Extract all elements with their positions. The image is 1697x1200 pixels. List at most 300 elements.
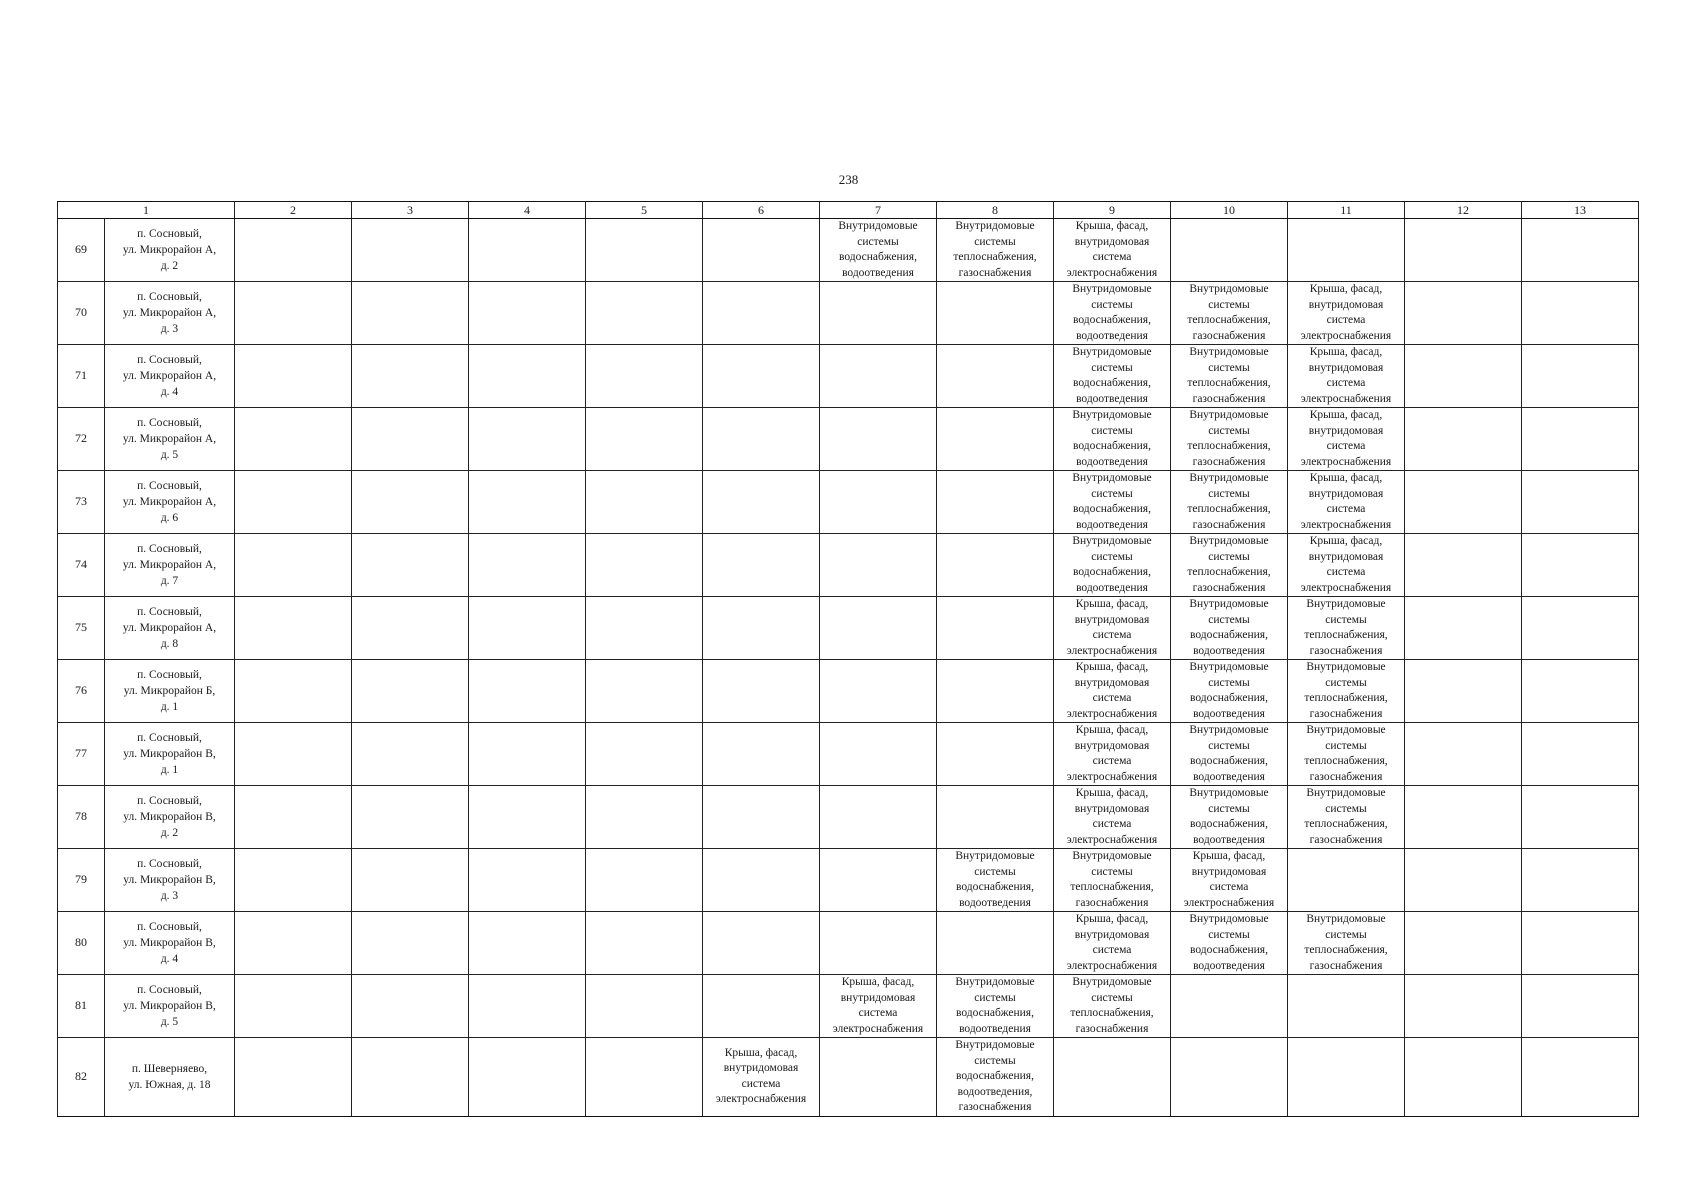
work-cell-col-11 bbox=[1288, 1038, 1405, 1117]
work-text-line: Крыша, фасад, bbox=[841, 976, 915, 988]
work-text-line: электроснабжения bbox=[1300, 329, 1392, 342]
work-text-line: внутридомовая bbox=[723, 1062, 799, 1075]
address-cell bbox=[105, 723, 235, 786]
work-cell-col-6 bbox=[703, 219, 820, 282]
work-cell-col-4 bbox=[469, 786, 586, 849]
work-text-line: системы bbox=[857, 235, 899, 248]
address-line: д. 4 bbox=[160, 953, 179, 965]
work-text-line: теплоснабжения, bbox=[1070, 881, 1154, 893]
address-line: д. 2 bbox=[160, 260, 179, 272]
work-cell-col-8 bbox=[937, 408, 1054, 471]
row-number: 75 bbox=[58, 597, 105, 660]
work-text-line: газоснабжения bbox=[958, 266, 1032, 279]
work-cell-col-10 bbox=[1171, 723, 1288, 786]
address-line: д. 6 bbox=[160, 512, 179, 524]
table-body bbox=[58, 219, 1639, 1117]
work-cell-col-7 bbox=[820, 471, 937, 534]
work-text-line: газоснабжения bbox=[1192, 392, 1266, 405]
work-cell-col-2 bbox=[235, 597, 352, 660]
table-row bbox=[58, 408, 1639, 471]
work-cell-col-13 bbox=[1522, 786, 1639, 849]
column-header: 7 bbox=[820, 202, 937, 219]
work-text-line: Внутридомовые bbox=[1306, 724, 1386, 736]
work-text-line: водоснабжения, bbox=[1190, 944, 1268, 956]
work-cell-col-12 bbox=[1405, 471, 1522, 534]
work-cell-col-6 bbox=[703, 786, 820, 849]
work-cell-col-12 bbox=[1405, 975, 1522, 1038]
work-text-line: теплоснабжения, bbox=[1070, 1007, 1154, 1019]
work-cell-col-8 bbox=[937, 471, 1054, 534]
work-text-line: водоотведения bbox=[1193, 707, 1265, 720]
work-text-line: системы bbox=[1325, 739, 1367, 752]
work-text-line: водоснабжения, bbox=[1190, 755, 1268, 767]
address-line: д. 5 bbox=[160, 449, 179, 461]
work-text-line: теплоснабжения, bbox=[1304, 755, 1388, 767]
work-cell-col-3 bbox=[352, 597, 469, 660]
work-cell-col-6 bbox=[703, 597, 820, 660]
address-cell bbox=[105, 282, 235, 345]
work-text-line: водоотведения bbox=[1193, 644, 1265, 657]
work-text-line: газоснабжения bbox=[1192, 455, 1266, 468]
work-text-line: Внутридомовые bbox=[1189, 283, 1269, 295]
work-text-line: внутридомовая bbox=[1074, 928, 1150, 941]
work-cell-col-13 bbox=[1522, 912, 1639, 975]
work-text-line: водоотведения bbox=[959, 896, 1031, 909]
work-cell-col-2 bbox=[235, 660, 352, 723]
work-text-line: системы bbox=[1208, 487, 1250, 500]
work-cell-col-4 bbox=[469, 219, 586, 282]
work-text-line: системы bbox=[1091, 550, 1133, 563]
column-header: 1 bbox=[58, 202, 235, 219]
work-cell-col-11 bbox=[1288, 786, 1405, 849]
work-cell-col-3 bbox=[352, 282, 469, 345]
address-line: д. 3 bbox=[160, 323, 179, 335]
work-text-line: внутридомовая bbox=[1308, 487, 1384, 500]
address-line: д. 4 bbox=[160, 386, 179, 398]
work-text-line: водоснабжения, bbox=[1073, 377, 1151, 389]
address-line: ул. Микрорайон В, bbox=[123, 748, 216, 760]
work-cell-col-8 bbox=[937, 282, 1054, 345]
work-text-line: водоотведения bbox=[1076, 392, 1148, 405]
work-cell-col-13 bbox=[1522, 723, 1639, 786]
work-text-line: системы bbox=[1208, 550, 1250, 563]
work-text-line: системы bbox=[1091, 991, 1133, 1004]
work-text-line: водоотведения bbox=[1076, 518, 1148, 531]
address-line: п. Сосновый, bbox=[137, 480, 202, 492]
work-text-line: Внутридомовые bbox=[1072, 850, 1152, 862]
work-cell-col-2 bbox=[235, 849, 352, 912]
work-text-line: теплоснабжения, bbox=[1187, 314, 1271, 326]
work-cell-col-12 bbox=[1405, 786, 1522, 849]
table-row bbox=[58, 471, 1639, 534]
work-cell-col-5 bbox=[586, 786, 703, 849]
row-number: 72 bbox=[58, 408, 105, 471]
work-cell-col-13 bbox=[1522, 408, 1639, 471]
work-cell-col-11 bbox=[1288, 597, 1405, 660]
work-text-line: водоснабжения, bbox=[1190, 818, 1268, 830]
row-number: 77 bbox=[58, 723, 105, 786]
work-text-line: теплоснабжения, bbox=[1187, 566, 1271, 578]
work-text-line: водоснабжения, bbox=[1073, 440, 1151, 452]
work-text-line: внутридомовая bbox=[1074, 235, 1150, 248]
work-cell-col-7 bbox=[820, 282, 937, 345]
work-text-line: Внутридомовые bbox=[1189, 913, 1269, 925]
work-text-line: системы bbox=[974, 865, 1016, 878]
address-line: п. Сосновый, bbox=[137, 984, 202, 996]
work-cell-col-9 bbox=[1054, 597, 1171, 660]
work-text-line: электроснабжения bbox=[1066, 770, 1158, 783]
table-row bbox=[58, 282, 1639, 345]
work-cell-col-3 bbox=[352, 219, 469, 282]
work-cell-col-10 bbox=[1171, 975, 1288, 1038]
work-text-line: теплоснабжения, bbox=[1304, 818, 1388, 830]
address-line: п. Сосновый, bbox=[137, 417, 202, 429]
work-cell-col-6 bbox=[703, 660, 820, 723]
row-number: 70 bbox=[58, 282, 105, 345]
work-cell-col-6 bbox=[703, 345, 820, 408]
address-cell bbox=[105, 345, 235, 408]
work-cell-col-5 bbox=[586, 408, 703, 471]
work-cell-col-10 bbox=[1171, 1038, 1288, 1117]
address-line: ул. Микрорайон А, bbox=[122, 244, 217, 256]
work-text-line: водоснабжения, bbox=[1073, 314, 1151, 326]
work-cell-col-6 bbox=[703, 1038, 820, 1117]
work-text-line: водоотведения bbox=[1193, 833, 1265, 846]
table-row bbox=[58, 912, 1639, 975]
work-cell-col-7 bbox=[820, 219, 937, 282]
row-number: 78 bbox=[58, 786, 105, 849]
address-line: п. Сосновый, bbox=[137, 291, 202, 303]
column-header: 10 bbox=[1171, 202, 1288, 219]
row-number: 69 bbox=[58, 219, 105, 282]
table-row bbox=[58, 597, 1639, 660]
work-cell-col-7 bbox=[820, 723, 937, 786]
address-cell bbox=[105, 471, 235, 534]
work-cell-col-10 bbox=[1171, 912, 1288, 975]
work-text-line: внутридомовая bbox=[1308, 550, 1384, 563]
work-cell-col-5 bbox=[586, 345, 703, 408]
row-number: 76 bbox=[58, 660, 105, 723]
work-text-line: газоснабжения bbox=[1192, 329, 1266, 342]
work-text-line: Внутридомовые bbox=[1189, 535, 1269, 547]
row-number: 74 bbox=[58, 534, 105, 597]
work-cell-col-6 bbox=[703, 408, 820, 471]
work-text-line: Внутридомовые bbox=[1306, 661, 1386, 673]
address-line: ул. Микрорайон А, bbox=[122, 370, 217, 382]
work-cell-col-12 bbox=[1405, 849, 1522, 912]
column-header: 4 bbox=[469, 202, 586, 219]
work-cell-col-4 bbox=[469, 534, 586, 597]
work-cell-col-3 bbox=[352, 660, 469, 723]
work-cell-col-8 bbox=[937, 219, 1054, 282]
work-text-line: Внутридомовые bbox=[1306, 598, 1386, 610]
work-text-line: Внутридомовые bbox=[955, 220, 1035, 232]
column-header: 13 bbox=[1522, 202, 1639, 219]
work-cell-col-4 bbox=[469, 723, 586, 786]
work-text-line: электроснабжения bbox=[715, 1093, 807, 1106]
work-cell-col-12 bbox=[1405, 282, 1522, 345]
work-cell-col-5 bbox=[586, 1038, 703, 1117]
work-cell-col-6 bbox=[703, 282, 820, 345]
work-cell-col-9 bbox=[1054, 1038, 1171, 1117]
work-cell-col-9 bbox=[1054, 282, 1171, 345]
work-cell-col-8 bbox=[937, 912, 1054, 975]
work-text-line: теплоснабжения, bbox=[1187, 377, 1271, 389]
work-text-line: внутридомовая bbox=[1308, 361, 1384, 374]
work-cell-col-3 bbox=[352, 975, 469, 1038]
work-cell-col-12 bbox=[1405, 534, 1522, 597]
table-row bbox=[58, 219, 1639, 282]
work-text-line: системы bbox=[1091, 424, 1133, 437]
work-cell-col-2 bbox=[235, 471, 352, 534]
work-text-line: теплоснабжения, bbox=[953, 251, 1037, 263]
work-text-line: газоснабжения bbox=[1309, 707, 1383, 720]
row-number: 80 bbox=[58, 912, 105, 975]
work-cell-col-13 bbox=[1522, 975, 1639, 1038]
work-cell-col-7 bbox=[820, 1038, 937, 1117]
work-cell-col-10 bbox=[1171, 471, 1288, 534]
work-cell-col-2 bbox=[235, 219, 352, 282]
work-text-line: водоотведения bbox=[959, 1022, 1031, 1035]
address-line: д. 7 bbox=[160, 575, 179, 587]
work-cell-col-8 bbox=[937, 597, 1054, 660]
work-text-line: Крыша, фасад, bbox=[1075, 724, 1149, 736]
address-line: ул. Южная, д. 18 bbox=[128, 1078, 211, 1091]
work-text-line: системы bbox=[1208, 739, 1250, 752]
work-cell-col-11 bbox=[1288, 345, 1405, 408]
work-cell-col-8 bbox=[937, 534, 1054, 597]
work-cell-col-11 bbox=[1288, 408, 1405, 471]
row-number: 79 bbox=[58, 849, 105, 912]
work-cell-col-9 bbox=[1054, 408, 1171, 471]
address-line: ул. Микрорайон А, bbox=[122, 433, 217, 445]
column-number-row bbox=[58, 202, 1639, 219]
work-cell-col-2 bbox=[235, 786, 352, 849]
work-cell-col-12 bbox=[1405, 723, 1522, 786]
work-text-line: Крыша, фасад, bbox=[1075, 661, 1149, 673]
work-cell-col-5 bbox=[586, 660, 703, 723]
work-cell-col-2 bbox=[235, 534, 352, 597]
work-text-line: системы bbox=[1325, 928, 1367, 941]
work-text-line: газоснабжения bbox=[958, 1101, 1032, 1113]
address-line: д. 5 bbox=[160, 1016, 179, 1028]
column-header: 3 bbox=[352, 202, 469, 219]
work-cell-col-3 bbox=[352, 849, 469, 912]
table-row bbox=[58, 660, 1639, 723]
work-text-line: системы bbox=[974, 235, 1016, 248]
work-text-line: система bbox=[1092, 818, 1132, 830]
address-line: д. 8 bbox=[160, 638, 179, 650]
work-text-line: теплоснабжения, bbox=[1187, 440, 1271, 452]
work-text-line: система bbox=[1326, 503, 1366, 515]
work-text-line: система bbox=[1092, 944, 1132, 956]
work-cell-col-10 bbox=[1171, 660, 1288, 723]
work-cell-col-4 bbox=[469, 408, 586, 471]
work-cell-col-7 bbox=[820, 849, 937, 912]
work-text-line: водоотведения bbox=[1076, 581, 1148, 594]
work-text-line: системы bbox=[974, 991, 1016, 1004]
work-text-line: система bbox=[1209, 881, 1249, 893]
table-row bbox=[58, 723, 1639, 786]
work-text-line: газоснабжения bbox=[1309, 959, 1383, 972]
work-text-line: системы bbox=[1208, 802, 1250, 815]
work-cell-col-5 bbox=[586, 282, 703, 345]
work-cell-col-7 bbox=[820, 975, 937, 1038]
table-row bbox=[58, 534, 1639, 597]
work-cell-col-10 bbox=[1171, 408, 1288, 471]
work-cell-col-4 bbox=[469, 1038, 586, 1117]
work-text-line: системы bbox=[1091, 361, 1133, 374]
work-cell-col-5 bbox=[586, 219, 703, 282]
work-cell-col-3 bbox=[352, 723, 469, 786]
address-line: ул. Микрорайон А, bbox=[122, 622, 217, 634]
work-cell-col-10 bbox=[1171, 597, 1288, 660]
address-cell bbox=[105, 660, 235, 723]
work-cell-col-13 bbox=[1522, 660, 1639, 723]
work-cell-col-5 bbox=[586, 723, 703, 786]
work-text-line: Крыша, фасад, bbox=[1309, 283, 1383, 295]
work-text-line: водоотведения bbox=[842, 266, 914, 279]
work-cell-col-4 bbox=[469, 282, 586, 345]
work-text-line: системы bbox=[1208, 424, 1250, 437]
work-text-line: водоснабжения, bbox=[839, 251, 917, 263]
table-row bbox=[58, 345, 1639, 408]
work-text-line: Внутридомовые bbox=[1072, 535, 1152, 547]
work-text-line: Внутридомовые bbox=[1306, 787, 1386, 799]
work-text-line: теплоснабжения, bbox=[1304, 944, 1388, 956]
work-text-line: Внутридомовые bbox=[1306, 913, 1386, 925]
column-header: 6 bbox=[703, 202, 820, 219]
work-cell-col-2 bbox=[235, 345, 352, 408]
column-header: 5 bbox=[586, 202, 703, 219]
work-text-line: Внутридомовые bbox=[1189, 346, 1269, 358]
address-cell bbox=[105, 219, 235, 282]
work-text-line: водоотведения, bbox=[957, 1085, 1033, 1098]
work-text-line: Крыша, фасад, bbox=[1309, 346, 1383, 358]
table-row bbox=[58, 849, 1639, 912]
address-line: п. Сосновый, bbox=[137, 354, 202, 366]
work-text-line: Крыша, фасад, bbox=[1309, 472, 1383, 484]
work-cell-col-10 bbox=[1171, 534, 1288, 597]
work-text-line: электроснабжения bbox=[1300, 518, 1392, 531]
work-text-line: электроснабжения bbox=[1066, 266, 1158, 279]
work-cell-col-7 bbox=[820, 408, 937, 471]
column-header: 2 bbox=[235, 202, 352, 219]
row-number: 81 bbox=[58, 975, 105, 1038]
column-header: 11 bbox=[1288, 202, 1405, 219]
work-cell-col-2 bbox=[235, 912, 352, 975]
repair-schedule-table bbox=[57, 201, 1639, 1117]
work-text-line: электроснабжения bbox=[1066, 833, 1158, 846]
work-text-line: водоснабжения, bbox=[956, 881, 1034, 893]
address-line: д. 3 bbox=[160, 890, 179, 902]
work-cell-col-13 bbox=[1522, 597, 1639, 660]
work-text-line: внутридомовая bbox=[840, 991, 916, 1004]
work-text-line: Внутридомовые bbox=[1189, 472, 1269, 484]
table-row bbox=[58, 975, 1639, 1038]
work-cell-col-8 bbox=[937, 723, 1054, 786]
work-text-line: водоснабжения, bbox=[1190, 692, 1268, 704]
work-text-line: Внутридомовые bbox=[955, 976, 1035, 988]
work-cell-col-10 bbox=[1171, 219, 1288, 282]
address-line: п. Сосновый, bbox=[137, 921, 202, 933]
work-text-line: водоснабжения, bbox=[1073, 503, 1151, 515]
work-cell-col-6 bbox=[703, 912, 820, 975]
work-text-line: системы bbox=[1091, 298, 1133, 311]
work-text-line: внутридомовая bbox=[1074, 676, 1150, 689]
work-cell-col-12 bbox=[1405, 1038, 1522, 1117]
work-cell-col-5 bbox=[586, 534, 703, 597]
address-cell bbox=[105, 912, 235, 975]
work-text-line: водоотведения bbox=[1193, 770, 1265, 783]
address-line: ул. Микрорайон А, bbox=[122, 496, 217, 508]
work-text-line: электроснабжения bbox=[1066, 707, 1158, 720]
work-text-line: система bbox=[1092, 629, 1132, 641]
work-text-line: внутридомовая bbox=[1074, 802, 1150, 815]
work-text-line: системы bbox=[1325, 802, 1367, 815]
work-text-line: Внутридомовые bbox=[1072, 472, 1152, 484]
work-cell-col-9 bbox=[1054, 345, 1171, 408]
work-text-line: газоснабжения bbox=[1309, 644, 1383, 657]
work-cell-col-10 bbox=[1171, 282, 1288, 345]
work-text-line: Крыша, фасад, bbox=[724, 1046, 798, 1059]
work-cell-col-9 bbox=[1054, 660, 1171, 723]
address-line: ул. Микрорайон А, bbox=[122, 307, 217, 319]
work-cell-col-3 bbox=[352, 345, 469, 408]
row-number: 82 bbox=[58, 1038, 105, 1117]
address-cell bbox=[105, 1038, 235, 1117]
work-cell-col-7 bbox=[820, 786, 937, 849]
work-cell-col-2 bbox=[235, 723, 352, 786]
work-text-line: газоснабжения bbox=[1309, 833, 1383, 846]
work-text-line: системы bbox=[1208, 361, 1250, 374]
work-cell-col-10 bbox=[1171, 786, 1288, 849]
work-text-line: водоснабжения, bbox=[1073, 566, 1151, 578]
work-cell-col-13 bbox=[1522, 282, 1639, 345]
work-text-line: газоснабжения bbox=[1192, 518, 1266, 531]
work-cell-col-2 bbox=[235, 282, 352, 345]
address-line: д. 1 bbox=[160, 764, 179, 776]
work-cell-col-7 bbox=[820, 597, 937, 660]
address-cell bbox=[105, 849, 235, 912]
work-text-line: внутридомовая bbox=[1074, 739, 1150, 752]
work-cell-col-12 bbox=[1405, 660, 1522, 723]
address-line: ул. Микрорайон В, bbox=[123, 1000, 216, 1012]
work-text-line: газоснабжения bbox=[1075, 1022, 1149, 1035]
work-cell-col-8 bbox=[937, 849, 1054, 912]
work-text-line: система bbox=[1326, 377, 1366, 389]
work-text-line: Крыша, фасад, bbox=[1075, 913, 1149, 925]
work-text-line: электроснабжения bbox=[832, 1022, 924, 1035]
work-cell-col-2 bbox=[235, 408, 352, 471]
work-text-line: водоснабжения, bbox=[956, 1007, 1034, 1019]
work-text-line: газоснабжения bbox=[1309, 770, 1383, 783]
work-cell-col-9 bbox=[1054, 849, 1171, 912]
row-number: 73 bbox=[58, 471, 105, 534]
address-line: п. Сосновый, bbox=[137, 795, 202, 807]
work-cell-col-4 bbox=[469, 912, 586, 975]
column-header: 8 bbox=[937, 202, 1054, 219]
work-cell-col-11 bbox=[1288, 219, 1405, 282]
work-text-line: внутридомовая bbox=[1308, 424, 1384, 437]
work-cell-col-8 bbox=[937, 786, 1054, 849]
work-text-line: система bbox=[858, 1007, 898, 1019]
work-cell-col-9 bbox=[1054, 471, 1171, 534]
address-line: д. 2 bbox=[160, 827, 179, 839]
work-text-line: системы bbox=[1208, 298, 1250, 311]
work-text-line: электроснабжения bbox=[1300, 455, 1392, 468]
work-cell-col-8 bbox=[937, 975, 1054, 1038]
